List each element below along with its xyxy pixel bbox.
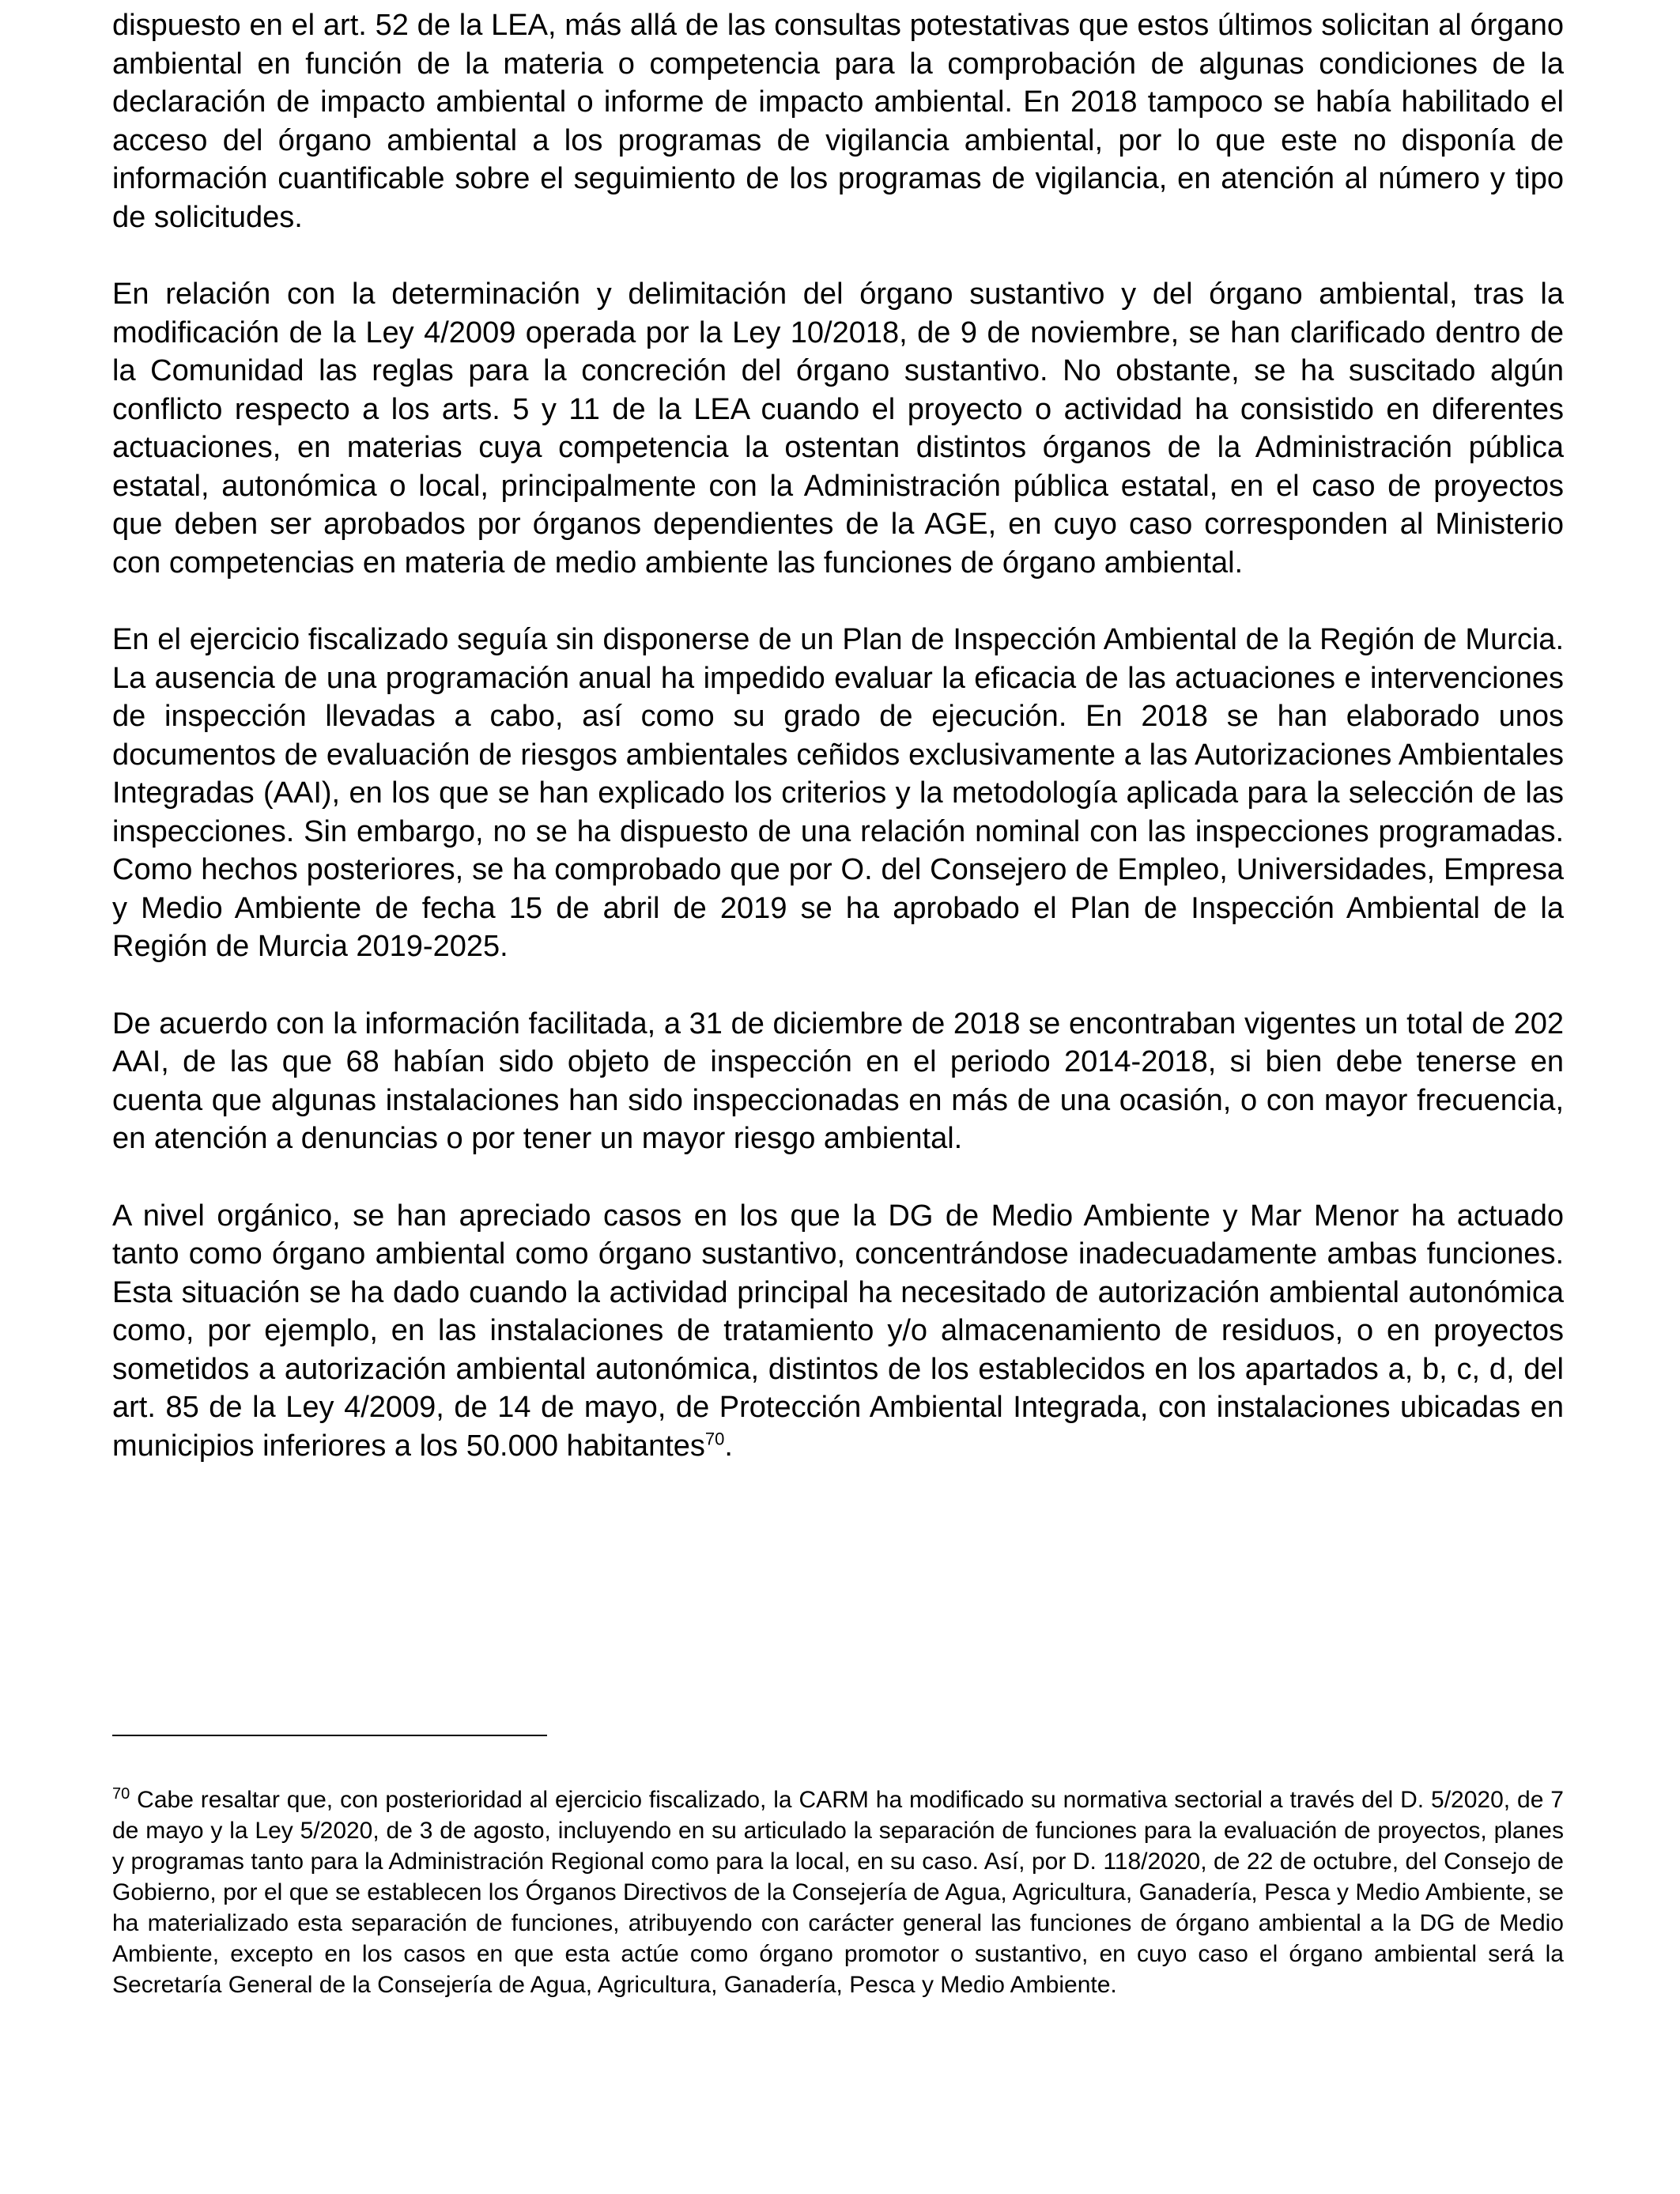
paragraph-nivel-organico-text: A nivel orgánico, se han apreciado casos en los que la DG de Medio Ambiente y Mar Menor ha actuado tanto como órgano ambiental como órgano sustantivo, concentrándose inadecuadamente ambas funciones. Esta situación se ha dado cuando la actividad principal ha necesitado de autorización ambiental autonómica como, por ejemplo, en las instalaciones de tratamiento y/o almacenamiento de residuos, o en proyectos sometidos a autorización ambiental autonómica, distintos de los establecidos en los apartados a, b, c, d, del art. 85 de la Ley 4/2009, de 14 de mayo, de Protección Ambiental Integrada, con instalaciones ubicadas en municipios inferiores a los 50.000 habitantes [112,1199,1564,1463]
paragraph-organo-sustantivo: En relación con la determinación y delimitación del órgano sustantivo y del órgano ambiental, tras la modificación de la Ley 4/2009 operada por la Ley 10/2018, de 9 de noviembre, se han clarificado dentro de la Comunidad las reglas para la concreción del órgano sustantivo. No obstante, se ha suscitado algún conflicto respecto a los arts. 5 y 11 de la LEA cuando el proyecto o actividad ha consistido en diferentes actuaciones, en materias cuya competencia la ostentan distintos órganos de la Administración pública estatal, autonómica o local, principalmente con la Administración pública estatal, en el caso de proyectos que deben ser aprobados por órganos dependientes de la AGE, en cuyo caso corresponden al Ministerio con competencias en materia de medio ambiente las funciones de órgano ambiental. [112,278,1564,580]
footnote-reference[interactable]: 70 [704,1428,725,1448]
body-text [112,6,1564,1504]
paragraph-end-period: . [724,1429,733,1463]
paragraph-plan-inspeccion: En el ejercicio fiscalizado seguía sin disponerse de un Plan de Inspección Ambiental de la Región de Murcia. La ausencia de una programación anual ha impedido evaluar la eficacia de las actuaciones e intervenciones de inspección llevadas a cabo, así como su grado de ejecución. En 2018 se han elaborado unos documentos de evaluación de riesgos ambientales ceñidos exclusivamente a las Autorizaciones Ambientales Integradas (AAI), en los que se han explicado los criterios y la metodología aplicada para la selección de las inspecciones. Sin embargo, no se ha dispuesto de una relación nominal con las inspecciones programadas. Como hechos posteriores, se ha comprobado que por O. del Consejero de Empleo, Universidades, Empresa y Medio Ambiente de fecha 15 de abril de 2019 se ha aprobado el Plan de Inspección Ambiental de la Región de Murcia 2019-2025. [112,623,1564,963]
paragraph-vigilancia: dispuesto en el art. 52 de la LEA, más allá de las consultas potestativas que estos últimos solicitan al órgano ambiental en función de la materia o competencia para la comprobación de algunas condiciones de la declaración de impacto ambiental o informe de impacto ambiental. En 2018 tampoco se había habilitado el acceso del órgano ambiental a los programas de vigilancia ambiental, por lo que este no disponía de información cuantificable sobre el seguimiento de los programas de vigilancia, en atención al número y tipo de solicitudes. [112,9,1564,234]
paragraph-aai-inspecciones: De acuerdo con la información facilitada, a 31 de diciembre de 2018 se encontraban vigentes un total de 202 AAI, de las que 68 habían sido objeto de inspección en el periodo 2014-2018, si bien debe tenerse en cuenta que algunas instalaciones han sido inspeccionadas en más de una ocasión, o con mayor frecuencia, en atención a denuncias o por tener un mayor riesgo ambiental. [112,1006,1564,1155]
footnote-text: Cabe resaltar que, con posterioridad al ejercicio fiscalizado, la CARM ha modificado su normativa sectorial a través del D. 5/2020, de 7 de mayo y la Ley 5/2020, de 3 de agosto, incluyendo en su articulado la separación de funciones para la evaluación de proyectos, planes y programas tanto para la Administración Regional como para la local, en su caso. Así, por D. 118/2020, de 22 de octubre, del Consejo de Gobierno, por el que se establecen los Órganos Directivos de la Consejería de Agua, Agricultura, Ganadería, Pesca y Medio Ambiente, se ha materializado esta separación de funciones, atribuyendo con carácter general las funciones de órgano ambiental a la DG de Medio Ambiente, excepto en los casos en que esta actúe como órgano promotor o sustantivo, en cuyo caso el órgano ambiental será la Secretaría General de la Consejería de Agua, Agricultura, Ganadería, Pesca y Medio Ambiente. [112,1787,1564,1998]
footnote [112,1784,1564,2000]
footnote-number: 70 [112,1785,130,1803]
footnote-separator [112,1735,547,1736]
paragraph-nivel-organico [112,1197,1564,1466]
